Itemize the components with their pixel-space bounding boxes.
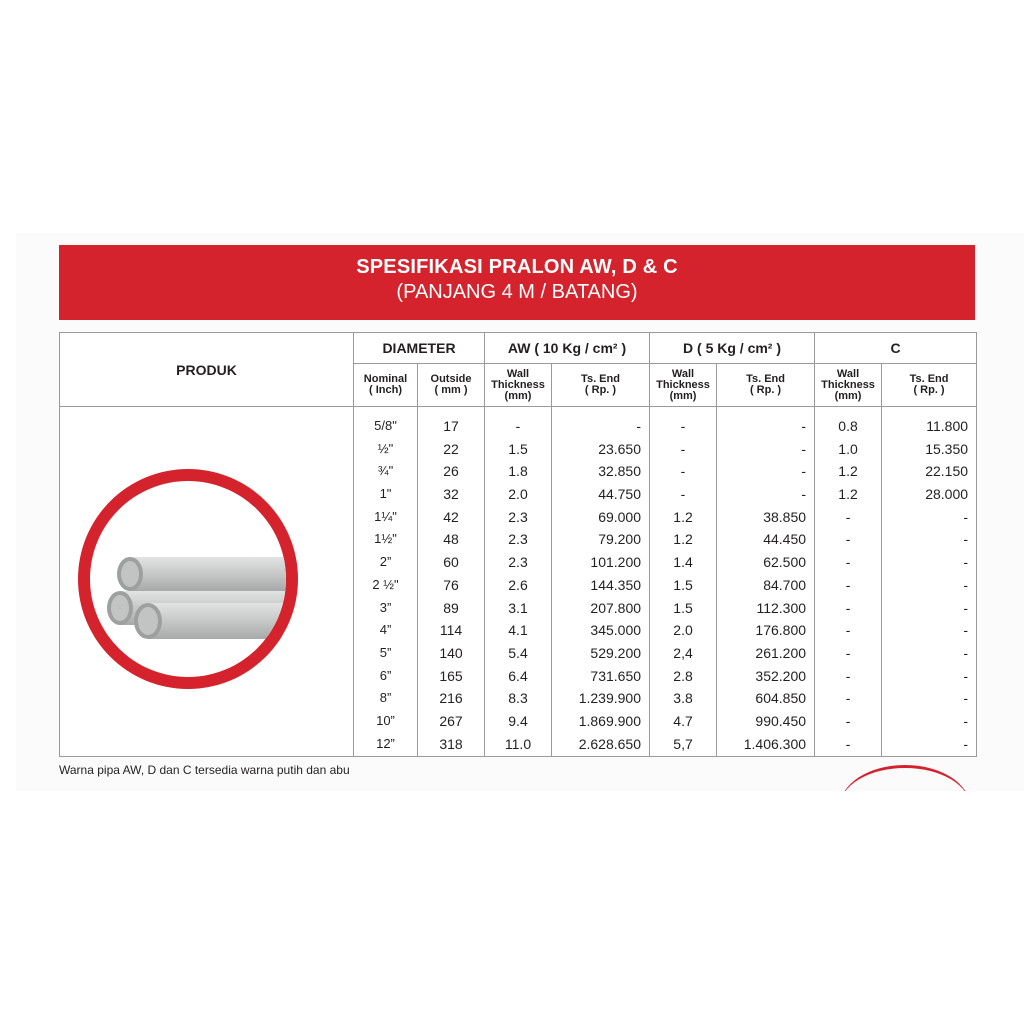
cell-d-price: - xyxy=(801,418,807,434)
outside-column xyxy=(418,407,485,757)
cell-d-price: 84.700 xyxy=(763,576,807,593)
c-price-column xyxy=(882,407,977,757)
c-wall-column xyxy=(815,407,882,757)
cell-aw-wall: 4.1 xyxy=(508,622,528,639)
aw-tsend-header: Ts. End ( Rp. ) xyxy=(552,364,650,407)
product-image-cell xyxy=(60,407,354,757)
cell-c-wall: - xyxy=(845,531,851,548)
cell-aw-price: 79.200 xyxy=(598,531,642,548)
cell-aw-wall: 1.8 xyxy=(508,463,528,480)
cell-outside: 17 xyxy=(443,418,459,434)
cell-c-price: - xyxy=(963,531,969,548)
cell-d-price: 38.850 xyxy=(763,508,807,525)
cell-d-wall: 2.8 xyxy=(673,667,693,684)
cell-outside: 32 xyxy=(443,486,459,503)
cell-c-wall: - xyxy=(845,622,851,639)
cell-aw-wall: 3.1 xyxy=(508,599,528,616)
c-header: C xyxy=(815,333,977,364)
cell-nominal: 8” xyxy=(379,690,392,706)
cell-outside: 22 xyxy=(443,440,459,457)
cell-d-wall: - xyxy=(680,463,686,480)
cell-c-price: - xyxy=(963,644,969,661)
cell-c-wall: 1.2 xyxy=(838,463,858,480)
cell-aw-wall: 1.5 xyxy=(508,440,528,457)
cell-c-price: - xyxy=(963,554,969,571)
cell-outside: 42 xyxy=(443,508,459,525)
cell-c-wall: - xyxy=(845,690,851,707)
cell-d-price: 352.200 xyxy=(755,667,807,684)
diameter-header: DIAMETER xyxy=(354,333,485,364)
cell-aw-price: 32.850 xyxy=(598,463,642,480)
cell-outside: 114 xyxy=(439,622,463,639)
c-tsend-header: Ts. End ( Rp. ) xyxy=(882,364,977,407)
cell-nominal: 2” xyxy=(379,554,392,570)
cell-c-wall: - xyxy=(845,508,851,525)
cell-d-wall: - xyxy=(680,418,686,434)
cell-aw-wall: 6.4 xyxy=(508,667,528,684)
aw-wall-column xyxy=(485,407,552,757)
cell-c-wall: 1.2 xyxy=(838,486,858,503)
cell-nominal: 5” xyxy=(379,644,392,660)
cell-d-wall: 1.5 xyxy=(673,576,693,593)
d-wall-header: Wall Thickness (mm) xyxy=(650,364,717,407)
aw-header: AW ( 10 Kg / cm² ) xyxy=(485,333,650,364)
cell-c-price: 28.000 xyxy=(925,486,969,503)
cell-outside: 140 xyxy=(439,644,463,661)
cell-aw-price: 345.000 xyxy=(590,622,642,639)
cell-d-wall: 1.4 xyxy=(673,554,693,571)
cell-aw-wall: 5.4 xyxy=(508,644,528,661)
banner-title: SPESIFIKASI PRALON AW, D & C xyxy=(356,256,678,278)
cell-d-wall: 2.0 xyxy=(673,622,693,639)
cell-c-price: - xyxy=(963,576,969,593)
cell-aw-price: 101.200 xyxy=(590,554,642,571)
cell-nominal: 10” xyxy=(376,712,395,728)
cell-d-wall: 4.7 xyxy=(673,712,693,729)
cell-nominal: 2 ½" xyxy=(372,576,399,592)
cell-aw-price: 2.628.650 xyxy=(578,735,642,752)
cell-nominal: 5/8" xyxy=(374,418,397,433)
cell-aw-price: 207.800 xyxy=(590,599,642,616)
cell-nominal: 6” xyxy=(379,667,392,683)
cell-aw-price: 1.239.900 xyxy=(578,690,642,707)
pvc-pipes-image xyxy=(90,481,286,677)
cell-aw-wall: 2.6 xyxy=(508,576,528,593)
cell-c-price: - xyxy=(963,690,969,707)
cell-c-wall: 0.8 xyxy=(838,418,858,434)
aw-price-column xyxy=(552,407,650,757)
cell-outside: 26 xyxy=(443,463,459,480)
cell-d-wall: 2,4 xyxy=(673,644,693,661)
nominal-column xyxy=(354,407,418,757)
d-price-column xyxy=(717,407,815,757)
cell-nominal: 1½" xyxy=(374,531,397,547)
cell-d-wall: - xyxy=(680,486,686,503)
cell-d-price: 261.200 xyxy=(755,644,807,661)
aw-wall-header: Wall Thickness (mm) xyxy=(485,364,552,407)
d-tsend-header: Ts. End ( Rp. ) xyxy=(717,364,815,407)
cell-c-wall: 1.0 xyxy=(838,440,858,457)
cell-aw-price: 69.000 xyxy=(598,508,642,525)
cell-outside: 216 xyxy=(439,690,463,707)
cell-outside: 76 xyxy=(443,576,459,593)
color-note: Warna pipa AW, D dan C tersedia warna putih dan abu xyxy=(59,763,350,777)
cell-c-wall: - xyxy=(845,712,851,729)
cell-d-wall: 1.2 xyxy=(673,531,693,548)
cell-outside: 165 xyxy=(439,667,463,684)
cell-outside: 318 xyxy=(439,735,463,752)
cell-d-price: 990.450 xyxy=(755,712,807,729)
cell-d-price: - xyxy=(801,486,807,503)
cell-c-price: - xyxy=(963,622,969,639)
cell-aw-wall: 11.0 xyxy=(504,735,532,752)
cell-aw-wall: 2.3 xyxy=(508,554,528,571)
spec-table xyxy=(59,332,977,757)
cell-aw-price: - xyxy=(636,418,642,434)
cell-outside: 267 xyxy=(439,712,463,729)
cell-d-wall: 3.8 xyxy=(673,690,693,707)
cell-nominal: 4” xyxy=(379,622,392,638)
cell-outside: 48 xyxy=(443,531,459,548)
cell-d-price: 1.406.300 xyxy=(743,735,807,752)
cell-aw-wall: 9.4 xyxy=(508,712,528,729)
cell-d-price: 44.450 xyxy=(763,531,807,548)
cell-d-wall: 1.5 xyxy=(673,599,693,616)
cell-nominal: 1" xyxy=(379,486,392,502)
cell-c-price: 22.150 xyxy=(925,463,969,480)
cell-d-wall: - xyxy=(680,440,686,457)
cell-aw-price: 144.350 xyxy=(590,576,642,593)
cell-outside: 60 xyxy=(443,554,459,571)
cell-c-wall: - xyxy=(845,667,851,684)
cell-d-wall: 5,7 xyxy=(673,735,693,752)
cell-c-wall: - xyxy=(845,554,851,571)
cell-c-wall: - xyxy=(845,644,851,661)
banner-subtitle: (PANJANG 4 M / BATANG) xyxy=(396,281,638,303)
cell-aw-wall: 8.3 xyxy=(508,690,528,707)
d-wall-column xyxy=(650,407,717,757)
cell-aw-wall: 2.3 xyxy=(508,531,528,548)
cell-c-wall: - xyxy=(845,599,851,616)
cell-nominal: ¾" xyxy=(377,463,394,479)
cell-nominal: 1¼" xyxy=(374,508,397,524)
produk-header: PRODUK xyxy=(60,333,354,407)
cell-aw-wall: - xyxy=(515,418,521,434)
nominal-header: Nominal ( Inch) xyxy=(354,364,418,407)
cell-d-price: 62.500 xyxy=(763,554,807,571)
cell-d-price: 176.800 xyxy=(755,622,807,639)
cell-d-price: 604.850 xyxy=(755,690,807,707)
d-header: D ( 5 Kg / cm² ) xyxy=(650,333,815,364)
cell-d-price: - xyxy=(801,440,807,457)
cell-aw-wall: 2.3 xyxy=(508,508,528,525)
cell-c-price: - xyxy=(963,735,969,752)
cell-d-price: 112.300 xyxy=(756,599,807,616)
cell-aw-wall: 2.0 xyxy=(508,486,528,503)
cell-d-wall: 1.2 xyxy=(673,508,693,525)
cell-outside: 89 xyxy=(443,599,459,616)
cell-aw-price: 529.200 xyxy=(590,644,642,661)
cell-nominal: ½" xyxy=(377,440,394,456)
cell-c-price: - xyxy=(963,599,969,616)
cell-c-wall: - xyxy=(845,576,851,593)
cell-aw-price: 1.869.900 xyxy=(578,712,642,729)
cell-aw-price: 23.650 xyxy=(598,440,642,457)
title-banner xyxy=(59,245,975,320)
cell-nominal: 3” xyxy=(379,599,392,615)
cell-c-price: 15.350 xyxy=(925,440,969,457)
cell-c-wall: - xyxy=(845,735,851,752)
cell-d-price: - xyxy=(801,463,807,480)
cell-c-price: - xyxy=(963,667,969,684)
cell-c-price: 11.800 xyxy=(926,418,969,434)
cell-c-price: - xyxy=(963,712,969,729)
cell-aw-price: 731.650 xyxy=(590,667,642,684)
cell-nominal: 12” xyxy=(376,735,395,751)
cell-c-price: - xyxy=(963,508,969,525)
product-photo-frame xyxy=(78,469,298,689)
outside-header: Outside ( mm ) xyxy=(418,364,485,407)
c-wall-header: Wall Thickness (mm) xyxy=(815,364,882,407)
cell-aw-price: 44.750 xyxy=(598,486,642,503)
